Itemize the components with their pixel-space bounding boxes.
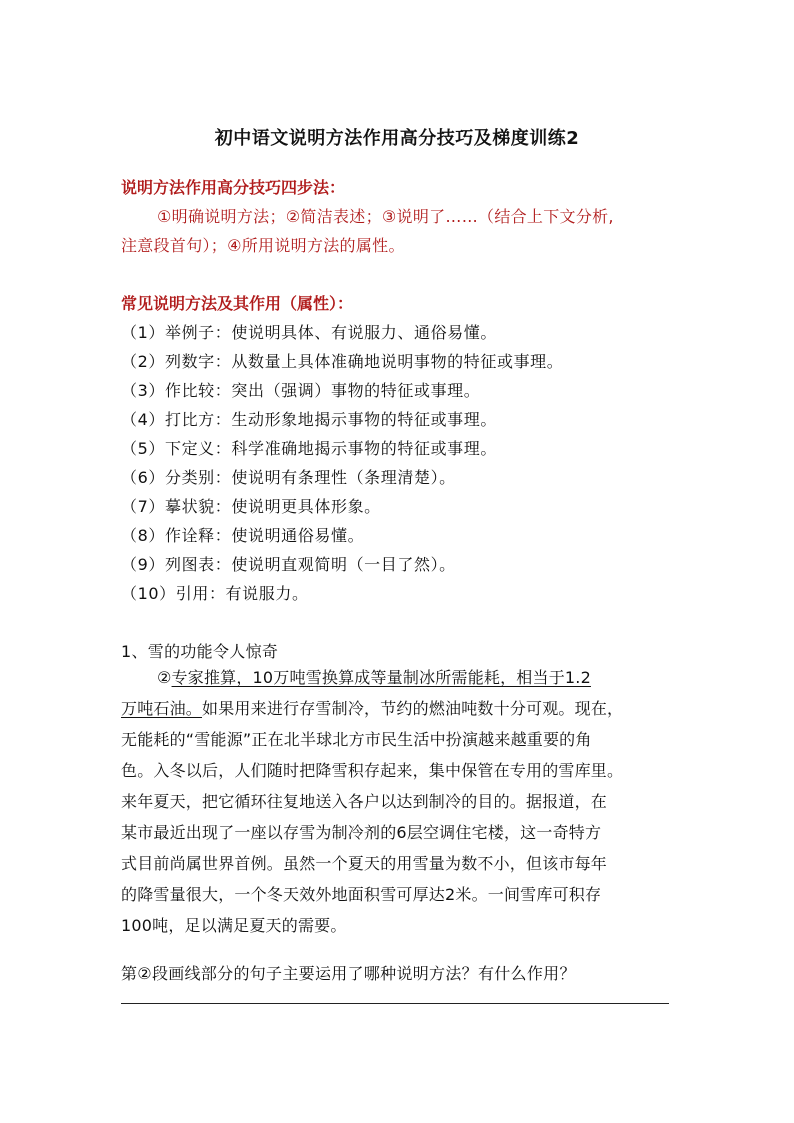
paragraph-line: 无能耗的“雪能源”正在北半球北方市民生活中扮演越来越重要的角 — [121, 730, 592, 749]
tips-heading: 说明方法作用高分技巧四步法： — [121, 178, 346, 197]
paragraph-marker: ② — [157, 668, 172, 687]
page-title: 初中语文说明方法作用高分技巧及梯度训练2 — [214, 128, 580, 149]
list-item: （2）列数字：从数量上具体准确地说明事物的特征或事理。 — [121, 352, 564, 371]
paragraph-line: 的降雪量很大，一个冬天效外地面积雪可厚达2米。一间雪库可积存 — [121, 885, 602, 904]
exercise-paragraph — [121, 662, 671, 941]
paragraph-line — [121, 662, 671, 693]
list-item: （1）举例子：使说明具体、有说服力、通俗易懂。 — [121, 323, 497, 342]
paragraph-text: 如果用来进行存雪制冷，节约的燃油吨数十分可观。现在， — [202, 699, 624, 718]
underlined-sentence-part-1: 专家推算，10万吨雪换算成等量制冰所需能耗，相当于1.2 — [171, 668, 591, 687]
paragraph-line: 色。入冬以后，人们随时把降雪积存起来，集中保管在专用的雪库里。 — [121, 761, 624, 780]
paragraph-line: 来年夏天，把它循环往复地送入各户以达到制冷的目的。据报道，在 — [121, 792, 608, 811]
list-item: （10）引用：有说服力。 — [121, 584, 309, 603]
list-item: （6）分类别：使说明有条理性（条理清楚）。 — [121, 468, 456, 487]
paragraph-line — [121, 693, 671, 724]
list-item: （5）下定义：科学准确地揭示事物的特征或事理。 — [121, 439, 497, 458]
exercise-heading: 1、雪的功能令人惊奇 — [121, 642, 279, 661]
methods-heading: 常见说明方法及其作用（属性）： — [121, 294, 354, 313]
paragraph-line: 某市最近出现了一座以存雪为制冷剂的6层空调住宅楼，这一奇特方 — [121, 823, 602, 842]
list-item: （7）摹状貌：使说明更具体形象。 — [121, 497, 381, 516]
answer-line[interactable] — [121, 1003, 669, 1004]
list-item: （3）作比较：突出（强调）事物的特征或事理。 — [121, 381, 481, 400]
list-item: （8）作诠释：使说明通俗易懂。 — [121, 526, 365, 545]
tips-line-2: 注意段首句）；④所用说明方法的属性。 — [121, 236, 405, 255]
underlined-sentence-part-2: 万吨石油。 — [121, 699, 203, 718]
list-item: （9）列图表：使说明直观简明（一目了然）。 — [121, 555, 456, 574]
paragraph-line: 式目前尚属世界首例。虽然一个夏天的用雪量为数不小，但该市每年 — [121, 854, 608, 873]
list-item: （4）打比方：生动形象地揭示事物的特征或事理。 — [121, 410, 497, 429]
tips-line-1: ①明确说明方法；②简洁表述；③说明了……（结合上下文分析, — [157, 207, 614, 226]
paragraph-line: 100吨，足以满足夏天的需要。 — [121, 916, 347, 935]
exercise-question: 第②段画线部分的句子主要运用了哪种说明方法？有什么作用？ — [121, 964, 576, 983]
